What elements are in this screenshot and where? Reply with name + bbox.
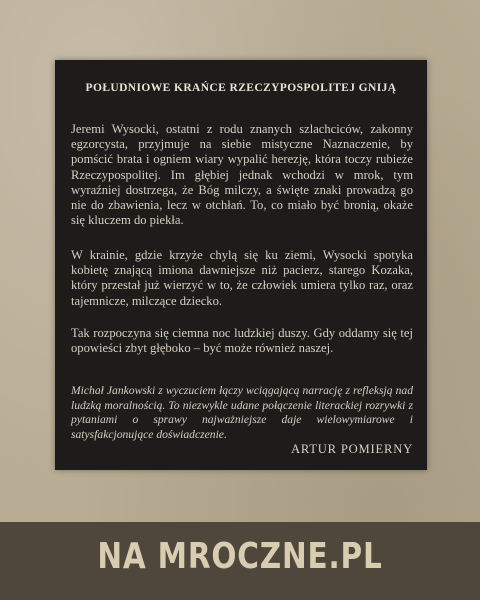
- brand-text: NA MROCZNE.PL: [97, 536, 383, 577]
- description-paragraph-2: W krainie, gdzie krzyże chylą się ku ziemi, Wysocki spotyka kobietę znającą imiona dawniejsze niż pacierz, starego Kozaka, który przestał już wierzyć w to, że człowiek umiera tylko raz, oraz tajemnicze, milczące dziecko.: [71, 248, 413, 308]
- footer-banner: [0, 522, 480, 600]
- review-author: ARTUR POMIERNY: [290, 442, 413, 456]
- cover-title: POŁUDNIOWE KRAŃCE RZECZYPOSPOLITEJ GNIJĄ: [85, 82, 397, 94]
- description-paragraph-3: Tak rozpoczyna się ciemna noc ludzkiej duszy. Gdy oddamy się tej opowieści zbyt głęboko – być może również naszej.: [71, 326, 413, 356]
- review-quote: Michał Jankowski z wyczuciem łączy wciągającą narrację z refleksją nad ludzką moralnością. To niezwykle udane połączenie literackiej rozrywki z pytaniami o sprawy najważniejsze daje wielowymiarowe i satysfakcjonujące doświadczenie.: [71, 384, 413, 441]
- back-cover-panel: [55, 60, 427, 470]
- description-paragraph-1: Jeremi Wysocki, ostatni z rodu znanych szlachciców, zakonny egzorcysta, przyjmuje na siebie mistyczne Naznaczenie, by pomścić brata i ogniem wiary wypalić herezję, która toczy rubieże Rzeczypospolitej. Im głębiej jednak wchodzi w mrok, tym wyraźniej dostrzega, że Bóg milczy, a święte znaki prowadzą go nie do zbawienia, lecz w otchłań. To, co miało być bronią, okaże się kluczem do piekła.: [71, 122, 413, 228]
